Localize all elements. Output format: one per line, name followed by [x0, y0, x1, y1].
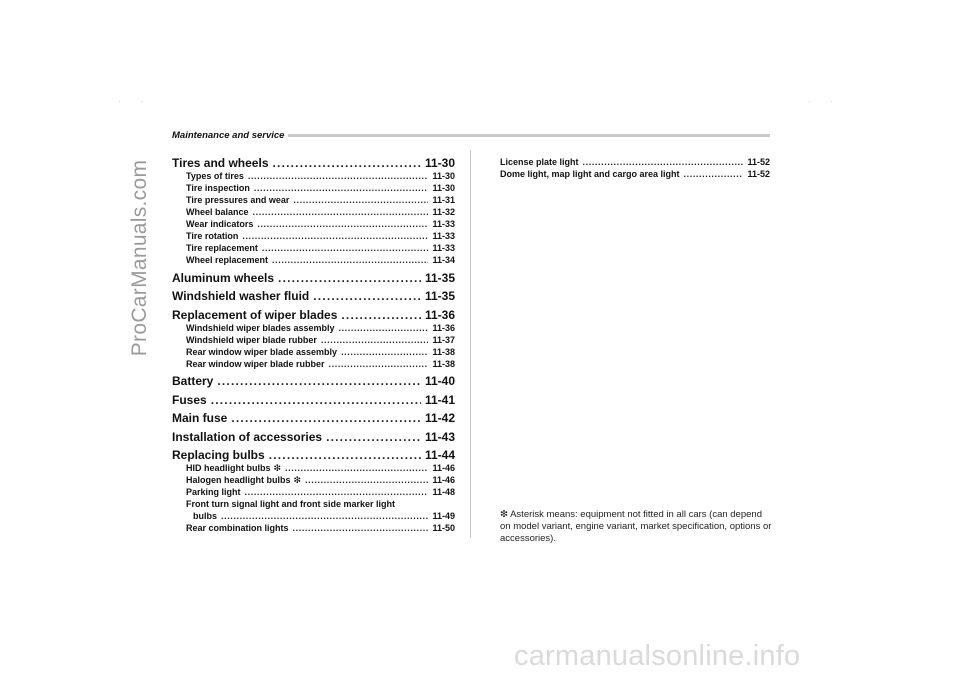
toc-entry-label: Wear indicators: [186, 219, 254, 229]
toc-entry[interactable]: [172, 182, 455, 194]
asterisk-icon: ❇: [293, 475, 302, 485]
asterisk-icon: ❇: [500, 509, 508, 520]
toc-entry-label: Replacement of wiper blades: [172, 307, 338, 322]
toc-entry-page: 11-35: [424, 289, 455, 303]
toc-entry-page: 11-52: [747, 157, 770, 167]
toc-entry[interactable]: [172, 358, 455, 370]
toc-leader-dots: [313, 289, 421, 303]
asterisk-note-text: Asterisk means: equipment not fitted in all cars (can depend on model variant, engine variant, market specification, options or accessories).: [500, 509, 772, 544]
toc-entry-label: Battery: [172, 374, 214, 388]
toc-entry-label: bulbs: [193, 511, 217, 521]
toc-leader-dots: [221, 510, 428, 522]
toc-entry-label: Fuses: [172, 392, 207, 407]
toc-entry-label: Replacing bulbs: [172, 448, 265, 462]
toc-entry[interactable]: [172, 156, 455, 170]
toc-entry[interactable]: [172, 308, 455, 322]
toc-leader-dots: [269, 448, 421, 462]
toc-entry-page: 11-49: [432, 511, 455, 521]
toc-leader-dots: [329, 358, 429, 370]
toc-entry-label: Main fuse: [172, 411, 228, 425]
toc-entry[interactable]: [172, 486, 455, 498]
toc-entry-label: HID headlight bulbs: [186, 463, 271, 473]
toc-entry-label: Wheel replacement: [186, 255, 269, 265]
toc-entry[interactable]: [172, 218, 455, 230]
toc-leader-dots: [293, 522, 429, 534]
toc-entry-label-line: Front turn signal light and front side marker light: [186, 499, 396, 509]
toc-entry[interactable]: [172, 374, 455, 388]
toc-leader-dots: [231, 411, 421, 425]
toc-entry-label: Types of tires: [186, 171, 244, 181]
toc-entry[interactable]: [172, 271, 455, 285]
toc-leader-dots: [254, 182, 429, 194]
toc-entry[interactable]: [172, 289, 455, 303]
toc-entry-label: Aluminum wheels: [172, 270, 275, 285]
toc-entry-label: Rear window wiper blade assembly: [186, 346, 338, 357]
toc-leader-dots: [338, 322, 428, 334]
side-watermark: ProCarManuals.com: [128, 159, 151, 357]
toc-entry-label: Windshield wiper blades assembly: [186, 322, 335, 333]
toc-leader-dots: [341, 346, 428, 358]
toc-entry-page: 11-41: [424, 392, 455, 407]
toc-entry-label: Windshield washer fluid: [172, 289, 310, 303]
toc-entry-page: 11-46: [432, 475, 455, 485]
toc-entry-page: 11-33: [432, 219, 455, 229]
toc-leader-dots: [278, 271, 421, 285]
toc-entry[interactable]: [172, 254, 455, 266]
toc-entry-page: 11-46: [432, 463, 455, 473]
toc-leader-dots: [211, 393, 421, 407]
toc-leader-dots: [684, 168, 744, 180]
toc-entry[interactable]: [172, 194, 455, 206]
toc-leader-dots: [341, 308, 421, 322]
toc-entry[interactable]: [172, 230, 455, 242]
toc-entry-page: 11-44: [424, 448, 455, 462]
toc-entry-page: 11-38: [432, 358, 455, 369]
toc-leader-dots: [217, 374, 421, 388]
toc-entry-label: Halogen headlight bulbs: [186, 475, 291, 485]
toc-entry[interactable]: [500, 156, 770, 168]
asterisk-icon: ❇: [273, 463, 282, 473]
toc-leader-dots: [248, 170, 429, 182]
toc-leader-dots: [273, 156, 421, 170]
toc-leader-dots: [305, 474, 428, 486]
toc-entry-label: License plate light: [500, 157, 579, 167]
toc-entry-label: Parking light: [186, 487, 241, 497]
toc-entry[interactable]: [172, 170, 455, 182]
toc-entry-label: Tire replacement: [186, 243, 258, 253]
toc-entry-page: 11-50: [432, 523, 455, 533]
toc-entry[interactable]: [172, 334, 455, 346]
toc-entry-page: 11-38: [432, 346, 455, 357]
toc-entry-label: Rear combination lights: [186, 523, 289, 533]
toc-entry[interactable]: [172, 522, 455, 534]
toc-leader-dots: [583, 156, 744, 168]
toc-entry-label: Tire pressures and wear: [186, 195, 290, 205]
toc-entry-page: 11-36: [432, 322, 455, 333]
toc-entry[interactable]: [172, 393, 455, 407]
toc-leader-dots: [285, 462, 428, 474]
toc-entry-page: 11-43: [424, 429, 455, 444]
toc-entry-page: 11-40: [424, 374, 455, 388]
toc-entry-page: 11-30: [432, 171, 455, 181]
toc-entry[interactable]: [172, 206, 455, 218]
toc-entry-page: 11-48: [432, 487, 455, 497]
toc-entry[interactable]: [172, 474, 455, 486]
toc-entry[interactable]: [172, 322, 455, 334]
toc-entry[interactable]: [172, 430, 455, 444]
toc-right-column: [500, 156, 770, 180]
toc-entry[interactable]: [500, 168, 770, 180]
toc-entry-label: Installation of accessories: [172, 429, 323, 444]
toc-entry[interactable]: [172, 462, 455, 474]
toc-entry-page: 11-35: [424, 270, 455, 285]
toc-leader-dots: [257, 218, 428, 230]
toc-entry-label: Dome light, map light and cargo area light: [500, 169, 680, 179]
toc-leader-dots: [321, 334, 429, 346]
toc-entry-label: Tire inspection: [186, 183, 250, 193]
toc-entry-page: 11-34: [432, 255, 455, 265]
toc-entry-page: 11-33: [432, 231, 455, 241]
bottom-watermark: carmanualsonline.info: [514, 640, 801, 672]
toc-entry-page: 11-33: [432, 243, 455, 253]
toc-entry[interactable]: [172, 242, 455, 254]
toc-entry-page: 11-52: [747, 169, 770, 179]
toc-entry-page: 11-30: [424, 156, 455, 170]
toc-entry[interactable]: [172, 510, 455, 522]
toc-entry-label: Tires and wheels: [172, 156, 269, 170]
toc-leader-dots: [326, 430, 421, 444]
toc-entry-page: 11-36: [424, 307, 455, 322]
toc-entry-label: Rear window wiper blade rubber: [186, 358, 325, 369]
toc-entry-page: 11-42: [424, 411, 455, 425]
corner-mark-left: · ·: [118, 96, 152, 107]
section-header: Maintenance and service: [172, 130, 288, 141]
toc-leader-dots: [253, 206, 429, 218]
toc-leader-dots: [262, 242, 429, 254]
toc-entry-label: Tire rotation: [186, 231, 239, 241]
corner-mark-right: · ·: [808, 96, 842, 107]
toc-entry[interactable]: [172, 411, 455, 425]
toc-entry[interactable]: [172, 448, 455, 462]
asterisk-note: [500, 509, 772, 545]
toc-leader-dots: [272, 254, 428, 266]
toc-entry-page: 11-32: [432, 207, 455, 217]
toc-leader-dots: [245, 486, 429, 498]
toc-leader-dots: [242, 230, 428, 242]
toc-entry-page: 11-30: [432, 183, 455, 193]
toc-entry[interactable]: [172, 346, 455, 358]
toc-left-column: [172, 156, 455, 534]
toc-entry-page: 11-31: [432, 195, 455, 205]
toc-entry-page: 11-37: [432, 334, 455, 345]
toc-entry-label: Windshield wiper blade rubber: [186, 334, 317, 345]
column-divider: [470, 150, 471, 538]
toc-leader-dots: [293, 194, 428, 206]
toc-entry-label: Wheel balance: [186, 207, 249, 217]
